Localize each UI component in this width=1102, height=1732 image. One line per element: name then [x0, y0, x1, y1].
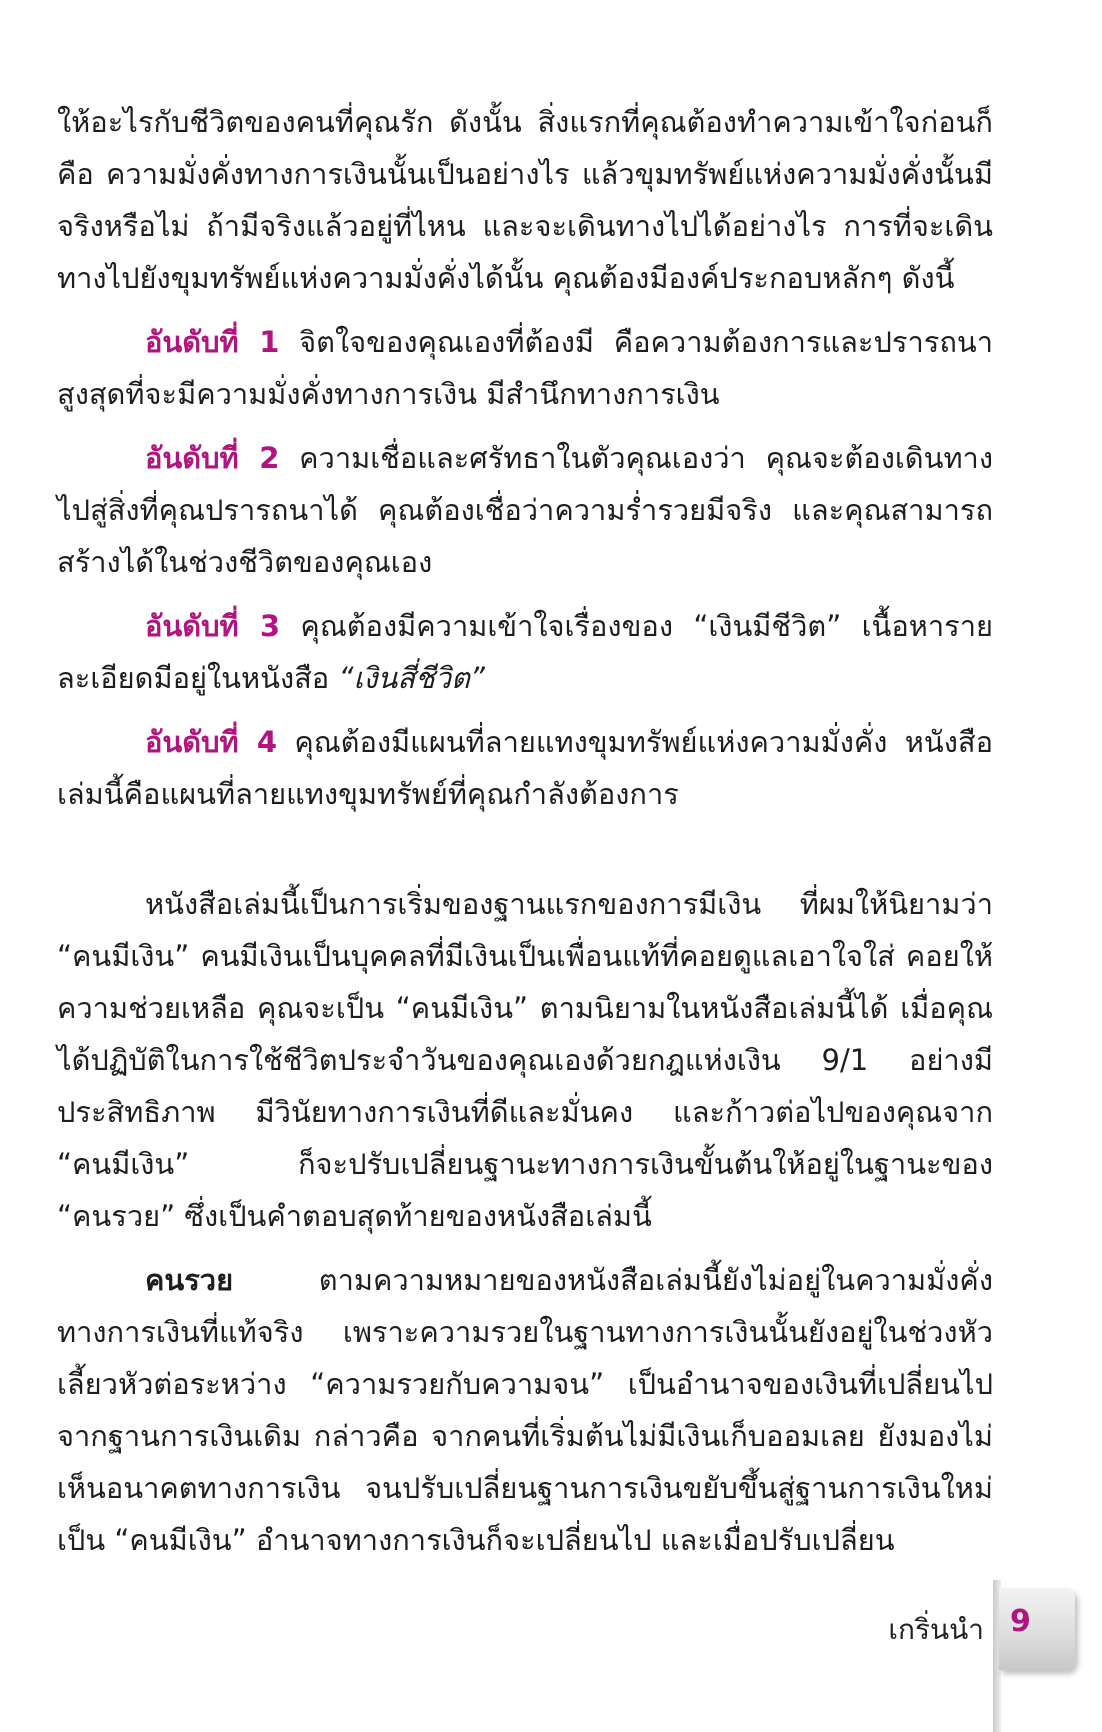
page-number: 9 [1010, 1604, 1031, 1639]
paragraph-rich-definition [57, 1254, 993, 1566]
rank-3-paragraph [57, 600, 993, 704]
rich-label: คนรวย [145, 1263, 234, 1297]
rank-2-text: ความเชื่อและศรัทธาในตัวคุณเองว่า คุณจะต้องเดินทางไปสู่สิ่งที่คุณปรารถนาได้ คุณต้องเชื่อว่าความร่ำรวยมีจริง และคุณสามารถสร้างได้ในช่วงชีวิตของคุณเอง [57, 441, 993, 579]
paragraph-rich-person-intro: หนังสือเล่มนี้เป็นการเริ่มของฐานแรกของการมีเงิน ที่ผมให้นิยามว่า “คนมีเงิน” คนมีเงินเป็นบุคคลที่มีเงินเป็นเพื่อนแท้ที่คอยดูแลเอาใจใส่ คอยให้ความช่วยเหลือ คุณจะเป็น “คนมีเงิน” ตามนิยามในหนังสือเล่มนี้ได้ เมื่อคุณได้ปฏิบัติในการใช้ชีวิตประจำวันของคุณเองด้วยกฎแห่งเงิน 9/1 อย่างมีประสิทธิภาพ มีวินัยทางการเงินที่ดีและมั่นคง และก้าวต่อไปของคุณจาก “คนมีเงิน” ก็จะปรับเปลี่ยนฐานะทางการเงินขั้นต้นให้อยู่ในฐานะของ “คนรวย” ซึ่งเป็นคำตอบสุดท้ายของหนังสือเล่มนี้ [57, 887, 993, 1233]
rank-4-label: อันดับที่ 4 [145, 725, 277, 759]
rank-1-text: จิตใจของคุณเองที่ต้องมี คือความต้องการและปรารถนาสูงสุดที่จะมีความมั่งคั่งทางการเงิน มีสำนึกทางการเงิน [57, 325, 993, 411]
rank-2-paragraph [57, 432, 993, 588]
rich-text: ตามความหมายของหนังสือเล่มนี้ยังไม่อยู่ในความมั่งคั่งทางการเงินที่แท้จริง เพราะความรวยในฐานทางการเงินนั้นยังอยู่ในช่วงหัวเลี้ยวหัวต่อระหว่าง “ความรวยกับความจน” เป็นอำนาจของเงินที่เปลี่ยนไปจากฐานการเงินเดิม กล่าวคือ จากคนที่เริ่มต้นไม่มีเงินเก็บออมเลย ยังมองไม่เห็นอนาคตทางการเงิน จนปรับเปลี่ยนฐานการเงินขยับขึ้นสู่ฐานการเงินใหม่ เป็น “คนมีเงิน” อำนาจทางการเงินก็จะเปลี่ยนไป และเมื่อปรับเปลี่ยน [57, 1263, 993, 1557]
section-label: เกริ่นนำ [888, 1613, 984, 1646]
rank-4-paragraph [57, 716, 993, 820]
page-body [57, 96, 993, 1566]
rank-1-paragraph [57, 316, 993, 420]
rank-4-text: คุณต้องมีแผนที่ลายแทงขุมทรัพย์แห่งความมั่งคั่ง หนังสือเล่มนี้คือแผนที่ลายแทงขุมทรัพย์ที่คุณกำลังต้องการ [57, 725, 993, 811]
paragraph-intro: ให้อะไรกับชีวิตของคนที่คุณรัก ดังนั้น สิ่งแรกที่คุณต้องทำความเข้าใจก่อนก็คือ ความมั่งคั่งทางการเงินนั้นเป็นอย่างไร แล้วขุมทรัพย์แห่งความมั่งคั่งนั้นมีจริงหรือไม่ ถ้ามีจริงแล้วอยู่ที่ไหน และจะเดินทางไปได้อย่างไร การที่จะเดินทางไปยังขุมทรัพย์แห่งความมั่งคั่งได้นั้น คุณต้องมีองค์ประกอบหลักๆ ดังนี้ [57, 105, 993, 295]
rank-2-label: อันดับที่ 2 [145, 441, 280, 475]
rank-1-label: อันดับที่ 1 [145, 325, 280, 359]
rank-3-label: อันดับที่ 3 [145, 609, 281, 643]
rank-3-text: คุณต้องมีความเข้าใจเรื่องของ “เงินมีชีวิต” เนื้อหารายละเอียดมีอยู่ในหนังสือ [57, 609, 994, 695]
book-title: “เงินสี่ชีวิต” [338, 661, 485, 695]
